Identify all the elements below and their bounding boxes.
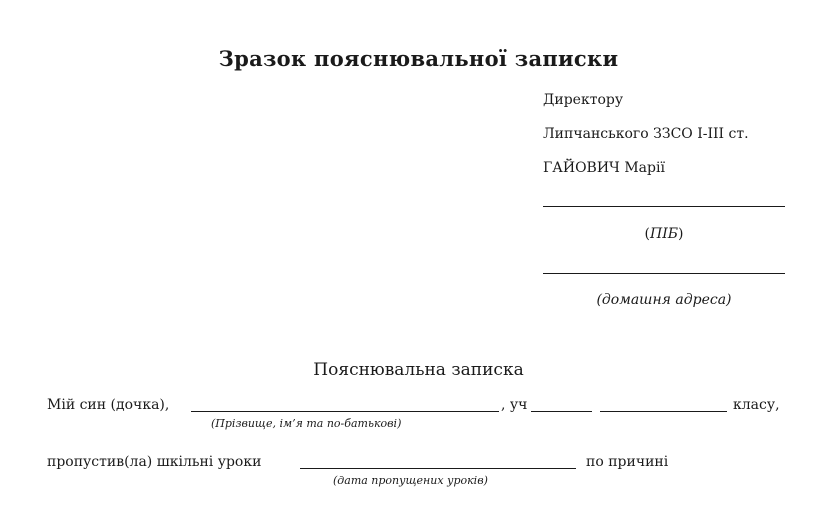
recipient-name: ГАЙОВИЧ Марії	[543, 160, 665, 176]
caption-close-paren: )	[678, 226, 684, 242]
note-heading: Пояснювальна записка	[313, 360, 524, 380]
row1-text-start: Мій син (дочка),	[47, 397, 170, 413]
row1-text-end: класу,	[733, 397, 780, 413]
sender-name-caption	[543, 226, 785, 242]
sender-name-blank	[543, 206, 785, 207]
row1-text-mid: , уч	[501, 397, 528, 413]
student-name-blank	[191, 411, 499, 412]
row2-text-start: пропустив(ла) шкільні уроки	[47, 454, 262, 470]
home-address-blank	[543, 273, 785, 274]
student-name-caption: (Прізвище, ім’я та по-батькові)	[211, 417, 402, 430]
missed-dates-caption: (дата пропущених уроків)	[333, 474, 488, 487]
caption-open-paren: (	[644, 226, 650, 242]
student-gender-blank	[531, 411, 592, 412]
home-address-caption: (домашня адреса)	[596, 292, 732, 308]
recipient-school: Липчанського ЗЗСО І-ІІІ ст.	[543, 126, 749, 142]
recipient-position: Директору	[543, 92, 624, 108]
class-blank	[600, 411, 727, 412]
pib-caption: ПІБ	[649, 226, 679, 242]
document-title: Зразок пояснювальної записки	[218, 46, 619, 71]
missed-dates-blank	[300, 468, 576, 469]
row2-text-end: по причині	[586, 454, 669, 470]
